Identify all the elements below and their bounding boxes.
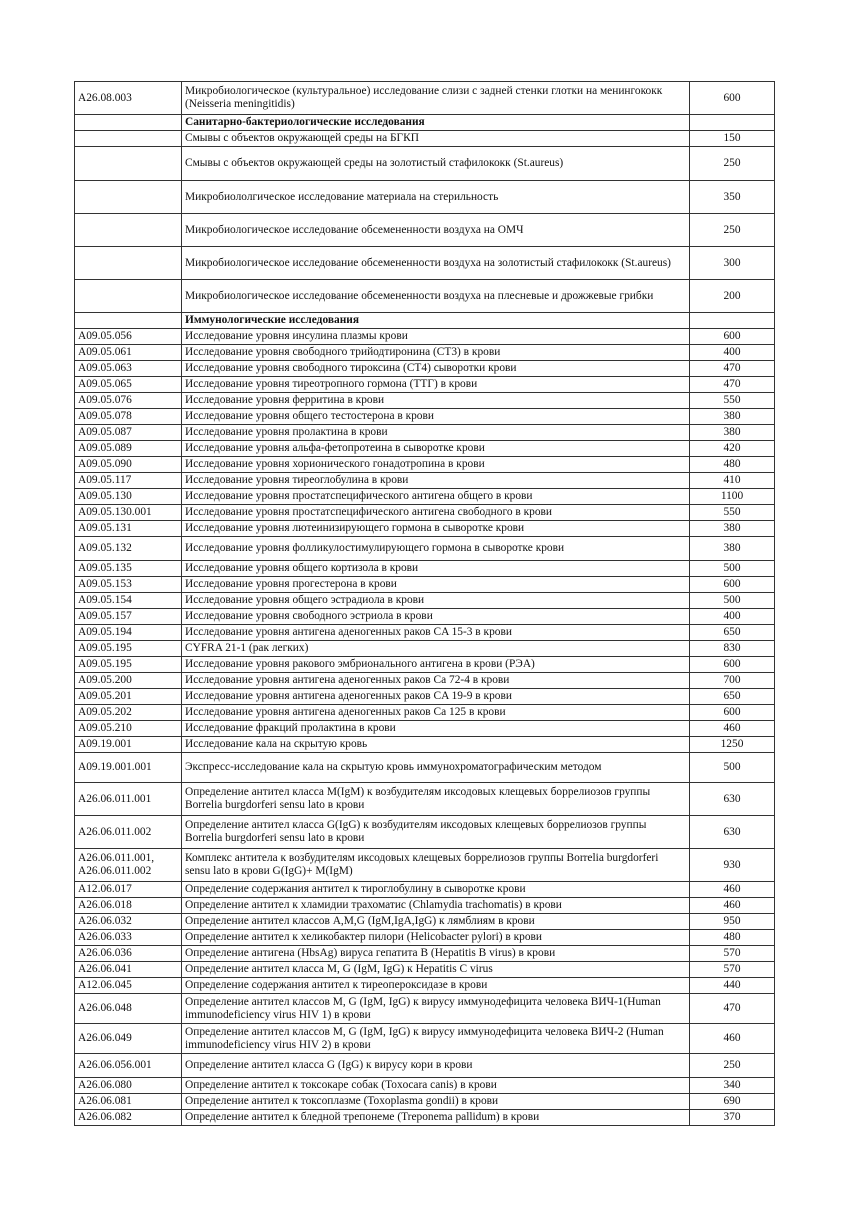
section-header-row xyxy=(75,313,775,329)
price-cell: 370 xyxy=(690,1110,775,1126)
table-row xyxy=(75,689,775,705)
price-cell xyxy=(690,115,775,131)
price-cell: 460 xyxy=(690,721,775,737)
code-cell xyxy=(75,247,182,280)
table-row xyxy=(75,914,775,930)
price-cell: 460 xyxy=(690,882,775,898)
code-cell: A09.05.130 xyxy=(75,489,182,505)
table-row xyxy=(75,425,775,441)
price-cell: 440 xyxy=(690,978,775,994)
code-cell: A09.05.157 xyxy=(75,609,182,625)
table-row xyxy=(75,705,775,721)
price-cell: 650 xyxy=(690,625,775,641)
price-cell: 380 xyxy=(690,537,775,561)
price-cell: 600 xyxy=(690,705,775,721)
code-cell: A09.05.063 xyxy=(75,361,182,377)
price-table xyxy=(74,81,775,1126)
service-name-cell: Определение антител к токсокаре собак (Toxocara canis) в крови xyxy=(182,1078,690,1094)
code-cell: A26.06.080 xyxy=(75,1078,182,1094)
price-cell: 400 xyxy=(690,609,775,625)
service-name-cell: Исследование уровня свободного эстриола в крови xyxy=(182,609,690,625)
service-name-cell: Определение содержания антител к тироглобулину в сыворотке крови xyxy=(182,882,690,898)
table-row xyxy=(75,673,775,689)
price-cell: 250 xyxy=(690,147,775,181)
price-cell: 830 xyxy=(690,641,775,657)
price-cell: 200 xyxy=(690,280,775,313)
code-cell xyxy=(75,115,182,131)
service-name-cell: Определение содержания антител к тиреопероксидазе в крови xyxy=(182,978,690,994)
service-name-cell: Исследование уровня свободного трийодтиронина (СТ3) в крови xyxy=(182,345,690,361)
table-row xyxy=(75,361,775,377)
code-cell: A26.06.081 xyxy=(75,1094,182,1110)
price-table-body xyxy=(75,82,775,1126)
service-name-cell: Определение антител класса M(IgM) к возбудителям иксодовых клещевых боррелиозов группы Borrelia burgdorferi sensu lato в крови xyxy=(182,783,690,816)
code-cell: A09.05.076 xyxy=(75,393,182,409)
code-cell xyxy=(75,181,182,214)
price-cell: 550 xyxy=(690,393,775,409)
service-name-cell: Исследование уровня тиреоглобулина в крови xyxy=(182,473,690,489)
table-row xyxy=(75,131,775,147)
table-row xyxy=(75,329,775,345)
service-name-cell: Исследование уровня инсулина плазмы крови xyxy=(182,329,690,345)
table-row xyxy=(75,1024,775,1054)
service-name-cell: Исследование уровня пролактина в крови xyxy=(182,425,690,441)
code-cell: A09.05.195 xyxy=(75,657,182,673)
service-name-cell: Определение антител классов M, G (IgM, IgG) к вирусу иммунодефицита человека ВИЧ-2 (Human immunodeficiency virus HIV 2) в крови xyxy=(182,1024,690,1054)
code-cell: A09.05.056 xyxy=(75,329,182,345)
price-cell: 650 xyxy=(690,689,775,705)
code-cell: A09.05.117 xyxy=(75,473,182,489)
table-row xyxy=(75,345,775,361)
code-cell: A09.05.202 xyxy=(75,705,182,721)
table-row xyxy=(75,181,775,214)
table-row xyxy=(75,737,775,753)
service-name-cell: Определение антител класса G(IgG) к возбудителям иксодовых клещевых боррелиозов группы Borrelia burgdorferi sensu lato в крови xyxy=(182,816,690,849)
price-cell: 630 xyxy=(690,816,775,849)
price-cell: 350 xyxy=(690,181,775,214)
price-cell: 400 xyxy=(690,345,775,361)
code-cell: A26.06.033 xyxy=(75,930,182,946)
table-row xyxy=(75,1110,775,1126)
code-cell xyxy=(75,313,182,329)
table-row xyxy=(75,82,775,115)
service-name-cell: Исследование уровня общего тестостерона в крови xyxy=(182,409,690,425)
table-row xyxy=(75,473,775,489)
table-row xyxy=(75,849,775,882)
price-cell: 420 xyxy=(690,441,775,457)
code-cell: A26.06.011.002 xyxy=(75,816,182,849)
price-list xyxy=(74,81,775,1126)
table-row xyxy=(75,1094,775,1110)
table-row xyxy=(75,1054,775,1078)
service-name-cell: Исследование уровня альфа-фетопротеина в сыворотке крови xyxy=(182,441,690,457)
table-row xyxy=(75,247,775,280)
table-row xyxy=(75,377,775,393)
section-header-row xyxy=(75,115,775,131)
price-cell: 250 xyxy=(690,214,775,247)
table-row xyxy=(75,962,775,978)
price-cell: 300 xyxy=(690,247,775,280)
table-row xyxy=(75,457,775,473)
table-row xyxy=(75,537,775,561)
price-cell: 380 xyxy=(690,409,775,425)
service-name-cell: Определение антител к токсоплазме (Toxoplasma gondii) в крови xyxy=(182,1094,690,1110)
table-row xyxy=(75,593,775,609)
table-row xyxy=(75,393,775,409)
code-cell: A09.05.200 xyxy=(75,673,182,689)
code-cell: A09.05.131 xyxy=(75,521,182,537)
code-cell: A09.05.210 xyxy=(75,721,182,737)
service-name-cell: Иммунологические исследования xyxy=(182,313,690,329)
table-row xyxy=(75,930,775,946)
service-name-cell: Микробиологическое исследование обсемененности воздуха на ОМЧ xyxy=(182,214,690,247)
service-name-cell: Микробиологическое исследование обсемененности воздуха на плесневые и дрожжевые грибки xyxy=(182,280,690,313)
service-name-cell: Исследование уровня ракового эмбрионального антигена в крови (РЭА) xyxy=(182,657,690,673)
price-cell: 470 xyxy=(690,361,775,377)
code-cell: A09.05.153 xyxy=(75,577,182,593)
service-name-cell: Смывы с объектов окружающей среды на золотистый стафилококк (St.aureus) xyxy=(182,147,690,181)
table-row xyxy=(75,641,775,657)
table-row xyxy=(75,521,775,537)
table-row xyxy=(75,441,775,457)
code-cell: A09.05.132 xyxy=(75,537,182,561)
code-cell: A26.06.011.001, A26.06.011.002 xyxy=(75,849,182,882)
price-cell: 500 xyxy=(690,561,775,577)
price-cell: 460 xyxy=(690,1024,775,1054)
table-row xyxy=(75,657,775,673)
code-cell: A09.05.089 xyxy=(75,441,182,457)
price-cell: 470 xyxy=(690,994,775,1024)
table-row xyxy=(75,577,775,593)
table-row xyxy=(75,753,775,783)
service-name-cell: Исследование кала на скрытую кровь xyxy=(182,737,690,753)
service-name-cell: Смывы с объектов окружающей среды на БГКП xyxy=(182,131,690,147)
table-row xyxy=(75,946,775,962)
price-cell: 1250 xyxy=(690,737,775,753)
code-cell xyxy=(75,131,182,147)
service-name-cell: Определение антител к хеликобактер пилори (Helicobacter pylori) в крови xyxy=(182,930,690,946)
price-cell: 600 xyxy=(690,577,775,593)
table-row xyxy=(75,489,775,505)
price-cell: 410 xyxy=(690,473,775,489)
code-cell: A09.05.194 xyxy=(75,625,182,641)
code-cell: A09.05.195 xyxy=(75,641,182,657)
price-cell: 700 xyxy=(690,673,775,689)
service-name-cell: Исследование уровня антигена аденогенных раков CA 15-3 в крови xyxy=(182,625,690,641)
table-row xyxy=(75,280,775,313)
code-cell: A26.06.011.001 xyxy=(75,783,182,816)
table-row xyxy=(75,561,775,577)
service-name-cell: Микробиологическое исследование обсемененности воздуха на золотистый стафилококк (St.aureus) xyxy=(182,247,690,280)
price-cell: 950 xyxy=(690,914,775,930)
price-cell: 250 xyxy=(690,1054,775,1078)
code-cell: A26.06.056.001 xyxy=(75,1054,182,1078)
code-cell: A09.05.090 xyxy=(75,457,182,473)
service-name-cell: Исследование уровня простатспецифического антигена общего в крови xyxy=(182,489,690,505)
price-cell: 380 xyxy=(690,425,775,441)
code-cell: A26.06.049 xyxy=(75,1024,182,1054)
table-row xyxy=(75,625,775,641)
service-name-cell: Определение антигена (HbsAg) вируса гепатита B (Hepatitis B virus) в крови xyxy=(182,946,690,962)
price-cell: 630 xyxy=(690,783,775,816)
code-cell: A09.05.201 xyxy=(75,689,182,705)
price-cell: 150 xyxy=(690,131,775,147)
code-cell: A26.06.082 xyxy=(75,1110,182,1126)
table-row xyxy=(75,882,775,898)
code-cell: A26.06.018 xyxy=(75,898,182,914)
price-cell: 550 xyxy=(690,505,775,521)
price-cell: 340 xyxy=(690,1078,775,1094)
code-cell: A26.06.036 xyxy=(75,946,182,962)
service-name-cell: Исследование фракций пролактина в крови xyxy=(182,721,690,737)
code-cell: A09.05.061 xyxy=(75,345,182,361)
price-cell: 470 xyxy=(690,377,775,393)
table-row xyxy=(75,978,775,994)
price-cell: 500 xyxy=(690,593,775,609)
service-name-cell: Исследование уровня фолликулостимулирующего гормона в сыворотке крови xyxy=(182,537,690,561)
table-row xyxy=(75,609,775,625)
service-name-cell: Исследование уровня хорионического гонадотропина в крови xyxy=(182,457,690,473)
table-row xyxy=(75,721,775,737)
price-cell: 380 xyxy=(690,521,775,537)
table-row xyxy=(75,898,775,914)
code-cell xyxy=(75,147,182,181)
price-cell: 500 xyxy=(690,753,775,783)
price-cell: 1100 xyxy=(690,489,775,505)
service-name-cell: Исследование уровня тиреотропного гормона (ТТГ) в крови xyxy=(182,377,690,393)
code-cell: A26.06.041 xyxy=(75,962,182,978)
table-row xyxy=(75,783,775,816)
service-name-cell: Исследование уровня ферритина в крови xyxy=(182,393,690,409)
code-cell: A26.06.048 xyxy=(75,994,182,1024)
price-cell: 570 xyxy=(690,962,775,978)
service-name-cell: Исследование уровня прогестерона в крови xyxy=(182,577,690,593)
service-name-cell: Исследование уровня простатспецифического антигена свободного в крови xyxy=(182,505,690,521)
service-name-cell: CYFRA 21-1 (рак легких) xyxy=(182,641,690,657)
price-cell: 460 xyxy=(690,898,775,914)
service-name-cell: Определение антител класса M, G (IgM, IgG) к Hepatitis C virus xyxy=(182,962,690,978)
code-cell: A12.06.017 xyxy=(75,882,182,898)
service-name-cell: Определение антител классов A,M,G (IgM,IgA,IgG) к лямблиям в крови xyxy=(182,914,690,930)
price-cell: 600 xyxy=(690,329,775,345)
service-name-cell: Исследование уровня лютеинизирующего гормона в сыворотке крови xyxy=(182,521,690,537)
price-cell: 690 xyxy=(690,1094,775,1110)
code-cell: A09.19.001 xyxy=(75,737,182,753)
table-row xyxy=(75,1078,775,1094)
code-cell: A09.05.135 xyxy=(75,561,182,577)
service-name-cell: Определение антител класса G (IgG) к вирусу кори в крови xyxy=(182,1054,690,1078)
price-cell: 930 xyxy=(690,849,775,882)
service-name-cell: Санитарно-бактериологические исследования xyxy=(182,115,690,131)
service-name-cell: Определение антител к хламидии трахоматис (Chlamydia trachomatis) в крови xyxy=(182,898,690,914)
service-name-cell: Микробиологическое (культуральное) исследование слизи с задней стенки глотки на менингококк (Neisseria meningitidis) xyxy=(182,82,690,115)
price-cell: 570 xyxy=(690,946,775,962)
service-name-cell: Микробиололгическое исследование материала на стерильность xyxy=(182,181,690,214)
code-cell: A12.06.045 xyxy=(75,978,182,994)
code-cell: A09.05.154 xyxy=(75,593,182,609)
code-cell: A26.08.003 xyxy=(75,82,182,115)
code-cell: A26.06.032 xyxy=(75,914,182,930)
price-cell: 480 xyxy=(690,930,775,946)
service-name-cell: Комплекс антитела к возбудителям иксодовых клещевых боррелиозов группы Borrelia burgdorferi sensu lato в крови G(IgG)+ M(IgM) xyxy=(182,849,690,882)
price-cell: 480 xyxy=(690,457,775,473)
code-cell xyxy=(75,214,182,247)
service-name-cell: Определение антител к бледной трепонеме (Treponema pallidum) в крови xyxy=(182,1110,690,1126)
code-cell: A09.05.087 xyxy=(75,425,182,441)
table-row xyxy=(75,409,775,425)
service-name-cell: Исследование уровня общего кортизола в крови xyxy=(182,561,690,577)
service-name-cell: Исследование уровня общего эстрадиола в крови xyxy=(182,593,690,609)
service-name-cell: Исследование уровня антигена аденогенных раков Ca 72-4 в крови xyxy=(182,673,690,689)
price-cell: 600 xyxy=(690,657,775,673)
table-row xyxy=(75,505,775,521)
code-cell: A09.05.065 xyxy=(75,377,182,393)
table-row xyxy=(75,214,775,247)
code-cell: A09.05.130.001 xyxy=(75,505,182,521)
service-name-cell: Исследование уровня антигена аденогенных раков CA 19-9 в крови xyxy=(182,689,690,705)
code-cell: A09.05.078 xyxy=(75,409,182,425)
service-name-cell: Определение антител классов M, G (IgM, IgG) к вирусу иммунодефицита человека ВИЧ-1(Human immunodeficiency virus HIV 1) в крови xyxy=(182,994,690,1024)
code-cell xyxy=(75,280,182,313)
table-row xyxy=(75,147,775,181)
price-cell: 600 xyxy=(690,82,775,115)
service-name-cell: Экспресс-исследование кала на скрытую кровь иммунохроматографическим методом xyxy=(182,753,690,783)
service-name-cell: Исследование уровня антигена аденогенных раков Ca 125 в крови xyxy=(182,705,690,721)
code-cell: A09.19.001.001 xyxy=(75,753,182,783)
table-row xyxy=(75,994,775,1024)
price-cell xyxy=(690,313,775,329)
service-name-cell: Исследование уровня свободного тироксина (СТ4) сыворотки крови xyxy=(182,361,690,377)
table-row xyxy=(75,816,775,849)
